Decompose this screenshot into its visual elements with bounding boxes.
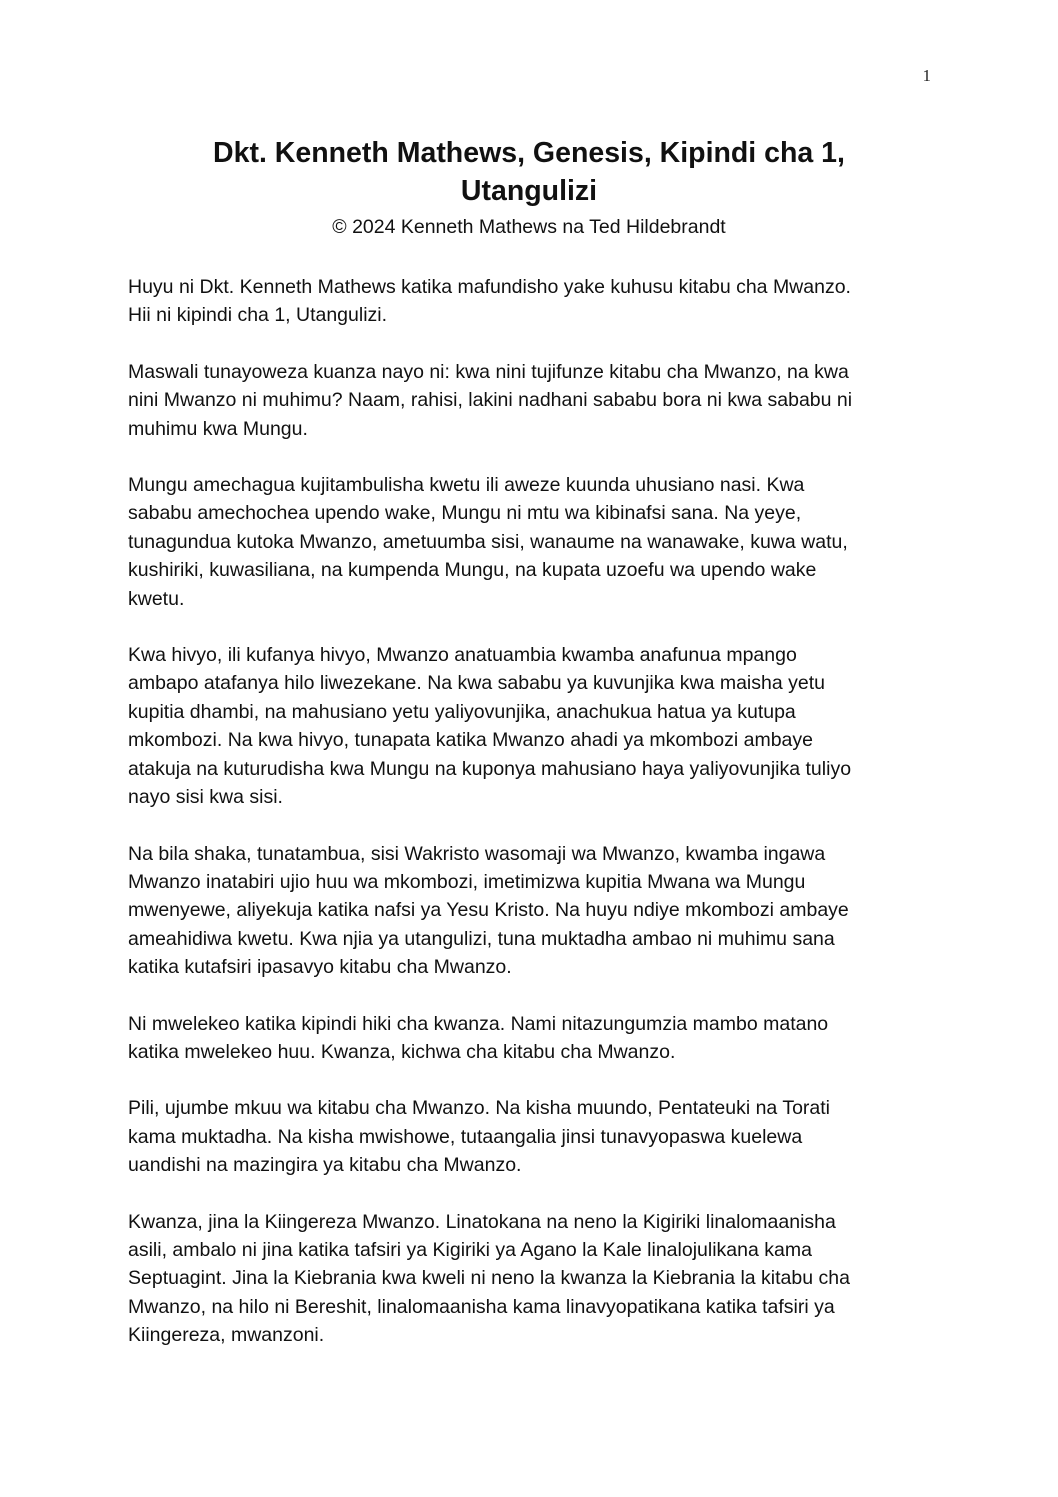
page-number: 1 xyxy=(922,66,931,85)
document-title xyxy=(128,134,930,210)
document-header xyxy=(128,134,930,242)
paragraph-1: Huyu ni Dkt. Kenneth Mathews katika mafundisho yake kuhusu kitabu cha Mwanzo. Hii ni kipindi cha 1, Utangulizi. xyxy=(128,276,851,327)
paragraph-4: Kwa hivyo, ili kufanya hivyo, Mwanzo anatuambia kwamba anafunua mpango ambapo atafanya hilo liwezekane. Na kwa sababu ya kuvunjika kwa maisha yetu kupitia dhambi, na mahusiano yetu yaliyovunjika, anachukua hatua ya kutupa mkombozi. Na kwa hivyo, tunapata katika Mwanzo ahadi ya mkombozi ambaye atakuja na kuturudisha kwa Mungu na kuponya mahusiano haya yaliyovunjika tuliyo nayo sisi kwa sisi. xyxy=(128,644,852,809)
paragraph-7: Pili, ujumbe mkuu wa kitabu cha Mwanzo. Na kisha muundo, Pentateuki na Torati kama muktadha. Na kisha mwishowe, tutaangalia jinsi tunavyopaswa kuelewa uandishi na mazingira ya kitabu cha Mwanzo. xyxy=(128,1097,831,1177)
document-body xyxy=(128,273,928,1378)
paragraph-6: Ni mwelekeo katika kipindi hiki cha kwanza. Nami nitazungumzia mambo matano katika mwelekeo huu. Kwanza, kichwa cha kitabu cha Mwanzo. xyxy=(128,1012,829,1063)
paragraph-3: Mungu amechagua kujitambulisha kwetu ili aweze kuunda uhusiano nasi. Kwa sababu amechochea upendo wake, Mungu ni mtu wa kibinafsi sana. Na yeye, tunagundua kutoka Mwanzo, ametuumba sisi, wanaume na wanawake, kuwa watu, kushiriki, kuwasiliana, na kumpenda Mungu, na kupata uzoefu wa upendo wake kwetu. xyxy=(128,474,848,610)
paragraph-8: Kwanza, jina la Kiingereza Mwanzo. Linatokana na neno la Kigiriki linalomaanisha asili, ambalo ni jina katika tafsiri ya Kigiriki ya Agano la Kale linalojulikana kama Septuagint. Jina la Kiebrania kwa kweli ni neno la kwanza la Kiebrania la kitabu cha Mwanzo, na hilo ni Bereshit, linalomaanisha kama linavyopatikana katika tafsiri ya Kiingereza, mwanzoni. xyxy=(128,1210,850,1347)
copyright-notice: © 2024 Kenneth Mathews na Ted Hildebrandt xyxy=(332,216,726,238)
title-line-2: Utangulizi xyxy=(460,175,598,207)
paragraph-5: Na bila shaka, tunatambua, sisi Wakristo wasomaji wa Mwanzo, kwamba ingawa Mwanzo inatabiri ujio huu wa mkombozi, imetimizwa kupitia Mwana wa Mungu mwenyewe, aliyekuja katika nafsi ya Yesu Kristo. Na huyu ndiye mkombozi ambaye ameahidiwa kwetu. Kwa njia ya utangulizi, tuna muktadha ambao ni muhimu sana katika kutafsiri ipasavyo kitabu cha Mwanzo. xyxy=(128,842,849,979)
paragraph-2: Maswali tunayoweza kuanza nayo ni: kwa nini tujifunze kitabu cha Mwanzo, na kwa nini Mwanzo ni muhimu? Naam, rahisi, lakini nadhani sababu bora ni kwa sababu ni muhimu kwa Mungu. xyxy=(128,360,853,440)
title-line-1: Dkt. Kenneth Mathews, Genesis, Kipindi cha 1, xyxy=(213,137,845,169)
